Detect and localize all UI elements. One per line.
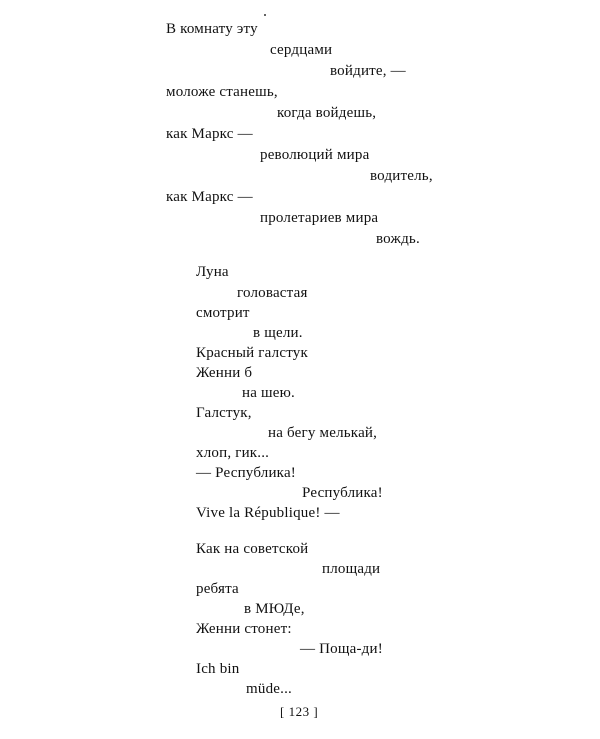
poem-line: сердцами (270, 42, 333, 58)
poem-line: ребята (196, 581, 239, 597)
poem-line: Vive la République! — (196, 505, 340, 521)
poem-line: Республика! (302, 485, 383, 501)
poem-line: водитель, (370, 168, 433, 184)
poem-line: Ich bin (196, 661, 240, 677)
poem-line: моложе станешь, (166, 84, 278, 100)
poem-line: головастая (237, 285, 308, 301)
poem-line: Женни б (196, 365, 253, 381)
poem-line: Галстук, (196, 405, 252, 421)
poem-line: В комнату эту (166, 21, 258, 37)
poem-line: площади (322, 561, 381, 577)
poem-line: Женни стонет: (196, 621, 292, 637)
poem-line: как Маркс — (166, 189, 253, 205)
poem-line: Красный галстук (196, 345, 308, 361)
page-number: [ 123 ] (280, 704, 319, 719)
poem-line: пролетариев мира (260, 210, 379, 226)
poem-line: хлоп, гик... (196, 445, 270, 461)
poem-line: когда войдешь, (277, 105, 377, 121)
poem-line: Как на советской (196, 541, 309, 557)
poem-line: — Республика! (196, 465, 296, 481)
poem-line: вождь. (376, 231, 420, 247)
poem-line: как Маркс — (166, 126, 253, 142)
poem-line: Луна (196, 264, 229, 280)
poem-line: войдите, — (330, 63, 406, 79)
poem-line: революций мира (260, 147, 370, 163)
poem-line: — Поща-ди! (300, 641, 383, 657)
poem-line: на бегу мелькай, (268, 425, 378, 441)
poem-line: в МЮДе, (244, 601, 305, 617)
poem-line: смотрит (196, 305, 250, 321)
poem-line: müde... (246, 681, 292, 697)
poem-line: на шею. (242, 385, 295, 401)
print-speck (264, 14, 266, 16)
poem-line: в щели. (253, 325, 303, 341)
